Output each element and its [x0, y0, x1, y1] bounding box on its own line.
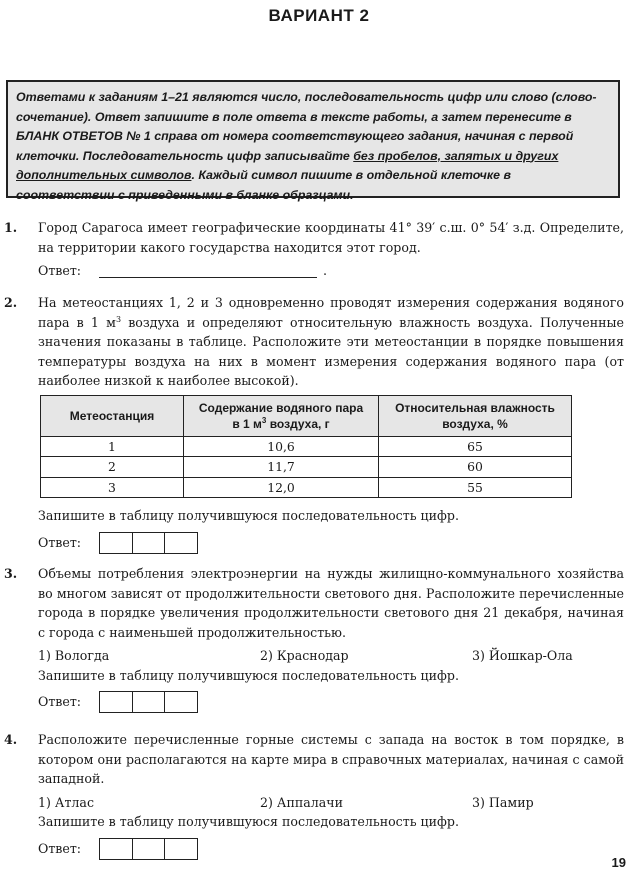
- superscript: 3: [115, 314, 122, 324]
- write-instruction: Запишите в таблицу получившуюся последовательность цифр.: [38, 508, 459, 523]
- task-number: 4.: [4, 732, 18, 747]
- task-2: [4, 293, 624, 554]
- table-row: [41, 436, 572, 457]
- table-row: [41, 477, 572, 498]
- table-header: [184, 395, 379, 436]
- answer-cell[interactable]: [132, 838, 166, 860]
- answer-cell[interactable]: [99, 691, 133, 713]
- task-text: Объемы потребления электроэнергии на нужды жилищно-коммунального хозяйства во многом зависят от продолжительности светового дня. Расположите перечисленные города в порядке увеличения продолжительности светового дня 21 декабря, начиная с города с наименьшей продолжительностью.: [38, 566, 624, 640]
- answer-cells: [99, 532, 198, 554]
- header-text: Содержание водяного пара: [198, 400, 364, 415]
- options-row: [38, 793, 624, 813]
- task-number: 3.: [4, 566, 18, 581]
- header-text: воздуха, г: [266, 416, 330, 431]
- task-4: [4, 730, 624, 860]
- task-1: [4, 218, 624, 281]
- answer-label: Ответ:: [38, 263, 82, 278]
- option: 1) Вологда: [38, 648, 110, 663]
- table-cell: 1: [41, 436, 184, 457]
- task-text: [38, 293, 624, 391]
- answer-cells: [99, 691, 198, 713]
- answer-cell[interactable]: [132, 532, 166, 554]
- superscript: 3: [261, 415, 267, 425]
- option: 3) Памир: [472, 794, 534, 810]
- answer-cells: [99, 838, 198, 860]
- task-text: Расположите перечисленные горные системы с запада на восток в том порядке, в котором они располагаются на карте мира в справочных материалах, начиная с самой западной.: [38, 732, 624, 786]
- table-cell: 11,7: [184, 457, 379, 478]
- table-header: Относительная влажность воздуха, %: [379, 395, 572, 436]
- instructions-underlined: без пробелов, запятых и других дополнительных символов: [16, 148, 559, 182]
- table-cell: 12,0: [184, 477, 379, 498]
- task-number: 2.: [4, 295, 18, 310]
- answer-cell[interactable]: [99, 532, 133, 554]
- table-cell: 10,6: [184, 436, 379, 457]
- write-instruction: Запишите в таблицу получившуюся последовательность цифр.: [38, 814, 459, 829]
- table-cell: 55: [379, 477, 572, 498]
- table-cell: 65: [379, 436, 572, 457]
- table-cell: 2: [41, 457, 184, 478]
- answer-cell[interactable]: [132, 691, 166, 713]
- options-row: [38, 646, 624, 666]
- option: 3) Йошкар-Ола: [472, 648, 573, 663]
- answer-cell[interactable]: [164, 691, 198, 713]
- task-number: 1.: [4, 220, 18, 235]
- answer-cell[interactable]: [99, 838, 133, 860]
- answer-line-dot: .: [323, 263, 328, 278]
- answer-label: Ответ:: [38, 694, 82, 710]
- option: 2) Аппалачи: [260, 794, 343, 810]
- answer-field[interactable]: [99, 263, 317, 278]
- table-row: [41, 457, 572, 478]
- task-text: Город Сарагоса имеет географические координаты 41° 39′ с.ш. 0° 54′ з.д. Определите, на территории какого государства находится этот город.: [38, 220, 624, 255]
- task-text-part: воздуха и определяют относительную влажность воздуха. Полученные значения показаны в таблице. Расположите эти метеостанции в порядке повышения температуры воздуха на них в момент измерения содержания водяного пара (от наиболее низкой к наиболее высокой).: [38, 314, 624, 388]
- option: 1) Атлас: [38, 794, 94, 810]
- task-text-part: На метеостанциях 1, 2 и 3 одновременно проводят измерения содержания водяного пара в 1 м: [38, 295, 624, 330]
- task-3: [4, 564, 624, 713]
- page-number: 19: [611, 855, 626, 870]
- option: 2) Краснодар: [260, 648, 349, 663]
- answer-label: Ответ:: [38, 840, 82, 856]
- table-cell: 60: [379, 457, 572, 478]
- instructions-text: Ответами к заданиям 1–21 являются число, последовательность цифр или слово (слово-сочетание). Ответ запишите в поле ответа в тексте работы, а затем перенесите в БЛАНК ОТВЕТОВ № 1 справа от номера соответствующего задания, начиная с первой клеточки. Последовательность цифр записывайте: [16, 90, 597, 163]
- instructions-text-end: . Каждый символ пишите в отдельной клеточке в соответствии с приведенными в бланке образцами.: [16, 168, 511, 202]
- table-cell: 3: [41, 477, 184, 498]
- write-instruction: Запишите в таблицу получившуюся последовательность цифр.: [38, 667, 459, 683]
- data-table: [40, 395, 572, 499]
- variant-title: ВАРИАНТ 2: [268, 6, 370, 25]
- instructions-box: [6, 80, 620, 202]
- header-text: в 1 м: [232, 416, 262, 431]
- table-header: Метеостанция: [41, 395, 184, 436]
- answer-cell[interactable]: [164, 838, 198, 860]
- answer-cell[interactable]: [164, 532, 198, 554]
- answer-label: Ответ:: [38, 534, 82, 550]
